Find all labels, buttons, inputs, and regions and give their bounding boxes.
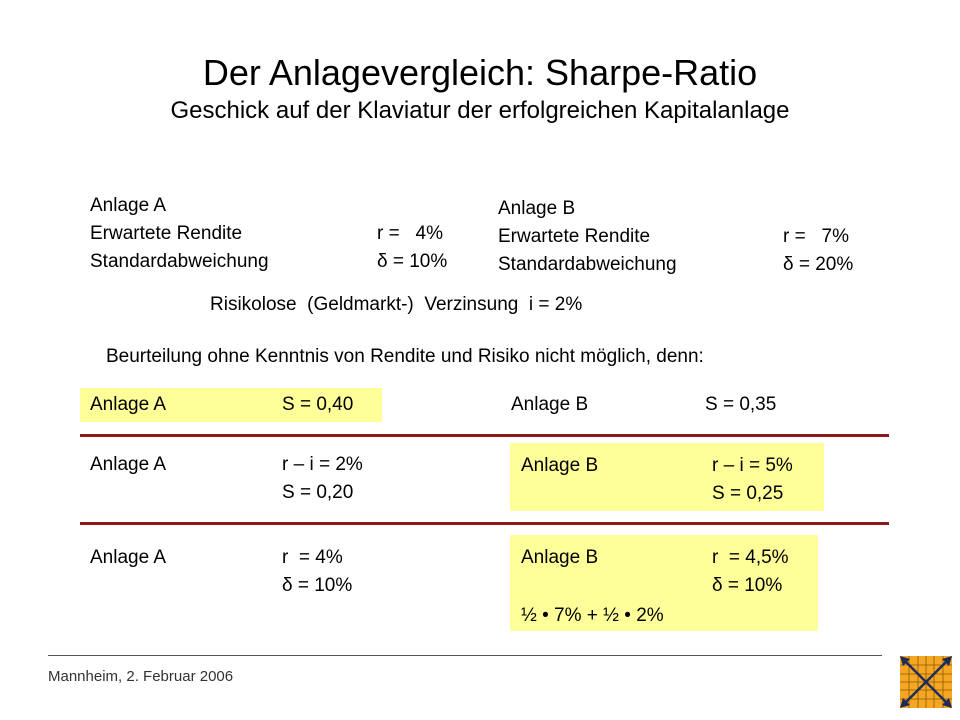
row1-a-value: S = 0,40	[282, 394, 354, 415]
row2-b-line1: r – i = 5%	[712, 455, 793, 476]
anlage-b-std-value: δ = 20%	[783, 254, 854, 275]
anlage-a-name: Anlage A	[90, 195, 167, 216]
row2-b-name: Anlage B	[521, 455, 599, 476]
row1-b-name: Anlage B	[511, 394, 589, 415]
row1-a-name: Anlage A	[90, 394, 167, 415]
row3-a-line1: r = 4%	[282, 547, 343, 568]
row3-b-line1: r = 4,5%	[712, 547, 789, 568]
intro-text: Beurteilung ohne Kenntnis von Rendite und Risiko nicht möglich, denn:	[106, 346, 704, 367]
divider-rule-1	[80, 434, 889, 437]
row2-a-line2: S = 0,20	[282, 482, 354, 503]
row2-b-line2: S = 0,25	[712, 483, 784, 504]
row3-b-line3: ½ • 7% + ½ • 2%	[521, 605, 664, 626]
row1-b-value: S = 0,35	[705, 394, 777, 415]
anlage-a-rendite-label: Erwartete Rendite	[90, 223, 243, 244]
page-title: Der Anlagevergleich: Sharpe-Ratio	[202, 52, 758, 93]
anlage-a-rendite-value: r = 4%	[377, 223, 443, 244]
anlage-a-std-label: Standardabweichung	[90, 251, 269, 272]
page-subtitle: Geschick auf der Klaviatur der erfolgreichen Kapitalanlage	[170, 97, 790, 124]
row2-a-line1: r – i = 2%	[282, 454, 363, 475]
footer-date: Mannheim, 2. Februar 2006	[48, 668, 234, 685]
anlage-b-rendite-value: r = 7%	[783, 226, 849, 247]
crossed-arrows-grid-icon	[896, 652, 956, 712]
row2-a-name: Anlage A	[90, 454, 167, 475]
risk-free-rate: Risikolose (Geldmarkt-) Verzinsung i = 2%	[210, 294, 583, 315]
anlage-b-name: Anlage B	[498, 198, 576, 219]
anlage-b-rendite-label: Erwartete Rendite	[498, 226, 651, 247]
anlage-b-std-label: Standardabweichung	[498, 254, 677, 275]
row3-a-name: Anlage A	[90, 547, 167, 568]
row3-a-line2: δ = 10%	[282, 575, 353, 596]
divider-rule-2	[80, 522, 889, 525]
anlage-a-std-value: δ = 10%	[377, 251, 448, 272]
row3-b-line2: δ = 10%	[712, 575, 783, 596]
footer-divider	[48, 655, 882, 656]
row3-b-name: Anlage B	[521, 547, 599, 568]
